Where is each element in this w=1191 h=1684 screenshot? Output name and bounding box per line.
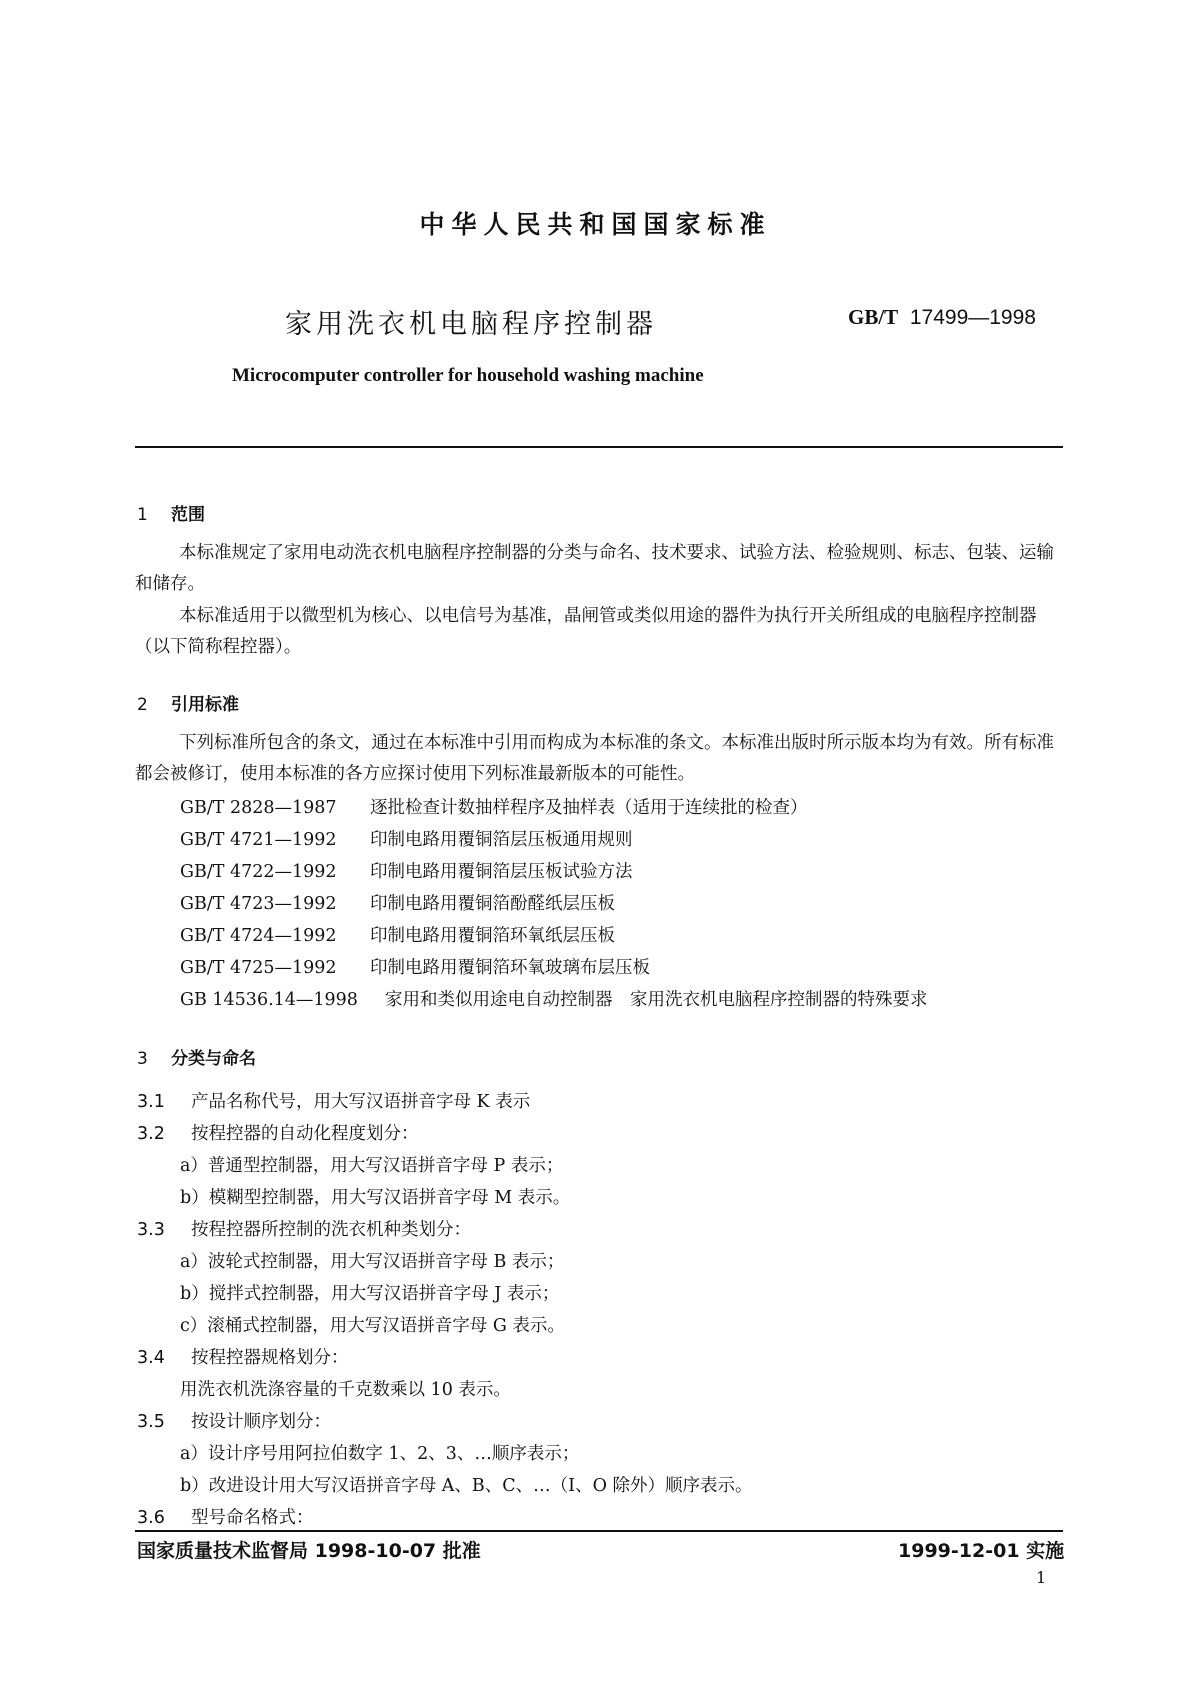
reference-item: GB/T 2828—1987 逐批检查计数抽样程序及抽样表（适用于连续批的检查） <box>180 798 808 818</box>
header-divider <box>135 446 1063 448</box>
section-3-heading: 3 分类与命名 <box>137 1049 256 1069</box>
section-1-paragraph-2: 本标准适用于以微型机为核心、以电信号为基准，晶闸管或类似用途的器件为执行开关所组成的电脑程序控制器（以下简称程控器）。 <box>135 606 1037 657</box>
reference-item: GB/T 4725—1992 印制电路用覆铜箔环氧玻璃布层压板 <box>180 958 650 978</box>
list-item: b）模糊型控制器，用大写汉语拼音字母 M 表示。 <box>180 1188 571 1208</box>
section-1-paragraph-1: 本标准规定了家用电动洗衣机电脑程序控制器的分类与命名、技术要求、试验方法、检验规则、标志、包装、运输和储存。 <box>135 543 1054 594</box>
list-item: a）波轮式控制器，用大写汉语拼音字母 B 表示； <box>180 1252 565 1272</box>
reference-item: GB 14536.14—1998 家用和类似用途电自动控制器 家用洗衣机电脑程序控制器的特殊要求 <box>180 990 928 1010</box>
clause-3-1: 3.1 产品名称代号，用大写汉语拼音字母 K 表示 <box>137 1092 531 1112</box>
footer-divider <box>135 1530 1063 1532</box>
reference-item: GB/T 4722—1992 印制电路用覆铜箔层压板试验方法 <box>180 862 633 882</box>
clause-3-2: 3.2 按程控器的自动化程度划分： <box>137 1124 419 1144</box>
clause-3-4-detail: 用洗衣机洗涤容量的千克数乘以 10 表示。 <box>180 1380 511 1400</box>
list-item: b）搅拌式控制器，用大写汉语拼音字母 J 表示； <box>180 1284 560 1304</box>
list-item: a）普通型控制器，用大写汉语拼音字母 P 表示； <box>180 1156 564 1176</box>
clause-3-6: 3.6 型号命名格式： <box>137 1508 314 1528</box>
section-1-heading: 1 范围 <box>137 505 205 525</box>
standard-number <box>848 305 1036 330</box>
national-standard-heading: 中华人民共和国国家标准 <box>419 210 772 239</box>
document-title-en: Microcomputer controller for household washing machine <box>232 365 704 386</box>
standard-prefix: GB/T <box>848 305 899 329</box>
list-item: c）滚桶式控制器，用大写汉语拼音字母 G 表示。 <box>180 1316 565 1336</box>
implementation-date: 1999-12-01 实施 <box>898 1540 1065 1562</box>
approval-statement: 国家质量技术监督局 1998-10-07 批准 <box>137 1540 481 1562</box>
reference-item: GB/T 4721—1992 印制电路用覆铜箔层压板通用规则 <box>180 830 633 850</box>
clause-3-3: 3.3 按程控器所控制的洗衣机种类划分： <box>137 1220 471 1240</box>
list-item: b）改进设计用大写汉语拼音字母 A、B、C、…（I、O 除外）顺序表示。 <box>180 1476 753 1496</box>
document-title-cn: 家用洗衣机电脑程序控制器 <box>285 309 657 340</box>
page-number: 1 <box>1036 1568 1047 1587</box>
standard-code: 17499—1998 <box>909 306 1036 329</box>
section-2-paragraph: 下列标准所包含的条文，通过在本标准中引用而构成为本标准的条文。本标准出版时所示版本均为有效。所有标准都会被修订，使用本标准的各方应探讨使用下列标准最新版本的可能性。 <box>135 733 1054 784</box>
reference-item: GB/T 4723—1992 印制电路用覆铜箔酚醛纸层压板 <box>180 894 615 914</box>
section-2-heading: 2 引用标准 <box>137 695 239 715</box>
clause-3-5: 3.5 按设计顺序划分： <box>137 1412 331 1432</box>
list-item: a）设计序号用阿拉伯数字 1、2、3、…顺序表示； <box>180 1444 580 1464</box>
clause-3-4: 3.4 按程控器规格划分： <box>137 1348 349 1368</box>
reference-item: GB/T 4724—1992 印制电路用覆铜箔环氧纸层压板 <box>180 926 615 946</box>
